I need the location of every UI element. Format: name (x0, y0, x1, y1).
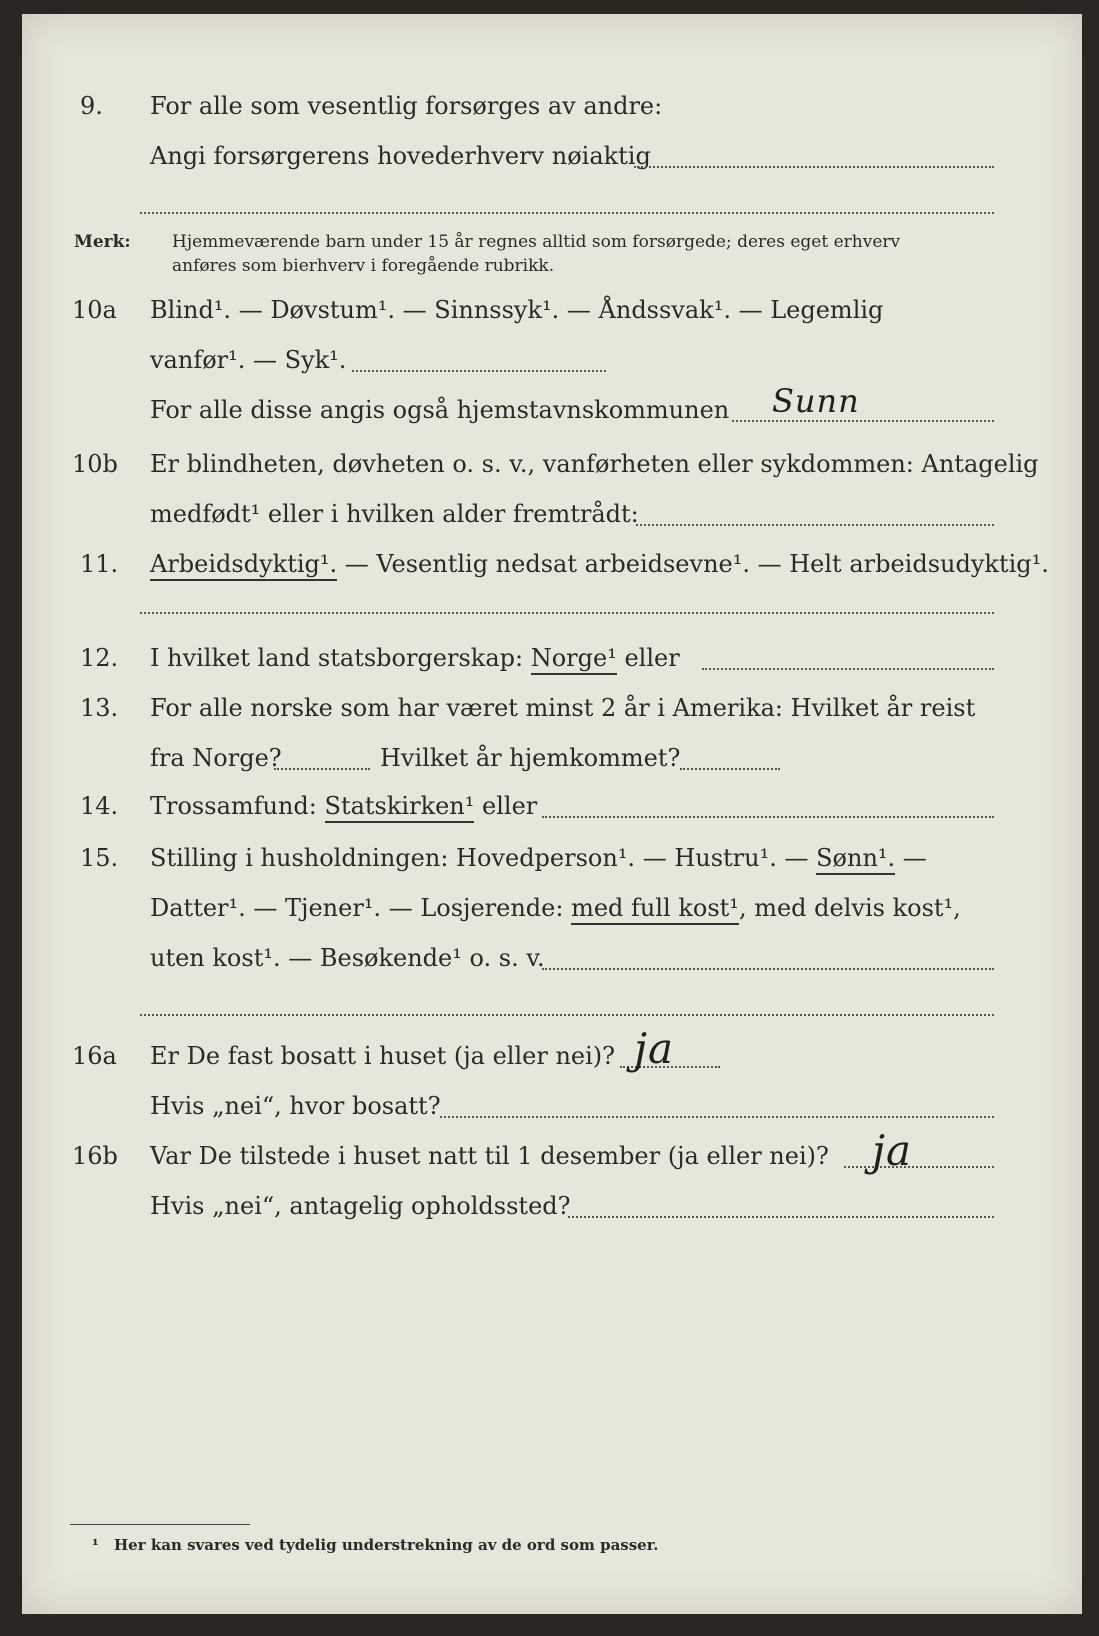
q15-line3: uten kost¹. — Besøkende¹ o. s. v. (150, 944, 545, 972)
footnote-mark: ¹ (92, 1536, 99, 1554)
q13-line1: For alle norske som har været minst 2 år i Amerika: Hvilket år reist (150, 694, 976, 722)
q12-post: eller (616, 644, 680, 672)
q14-post: eller (474, 792, 538, 820)
q12-pre: I hvilket land statsborgerskap: (150, 644, 531, 672)
q15-answer-line (542, 968, 994, 970)
q15-line2-post: , med delvis kost¹, (738, 894, 961, 922)
q12-answer-line (702, 668, 994, 670)
q16b-number: 16b (72, 1142, 118, 1170)
census-form-page (22, 14, 1082, 1614)
q10a-line3: For alle disse angis også hjemstavnskommunen (150, 396, 730, 424)
q11-rest: — Vesentlig nedsat arbeidsevne¹. — Helt arbeidsudyktig¹. (337, 550, 1049, 578)
q15-line1 (150, 844, 927, 872)
q15-line2-underlined: med full kost¹ (571, 894, 739, 925)
q14-number: 14. (80, 792, 119, 820)
q15-line1-underlined: Sønn¹. (816, 844, 895, 875)
merk-line1: Hjemmeværende barn under 15 år regnes alltid som forsørgede; deres eget erhverv (172, 232, 901, 252)
q10a-handwritten-answer: Sunn (772, 382, 860, 420)
q10a-answer-line (732, 420, 994, 422)
footnote-text: Her kan svares ved tydelig understrekning av de ord som passer. (114, 1536, 659, 1554)
q16b-line1: Var De tilstede i huset natt til 1 desember (ja eller nei)? (150, 1142, 829, 1170)
merk-line2: anføres som bierhverv i foregående rubrikk. (172, 256, 555, 276)
footnote-rule (70, 1524, 250, 1525)
q9-line1: For alle som vesentlig forsørges av andre: (150, 92, 663, 120)
q10a-syk-line (352, 370, 606, 372)
q9-answer-line (634, 166, 994, 168)
q13-number: 13. (80, 694, 119, 722)
q14-underlined-answer: Statskirken¹ (325, 792, 475, 823)
q13-year-left-line (274, 768, 370, 770)
q13-year-returned-line (680, 768, 780, 770)
q10b-line2: medfødt¹ eller i hvilken alder fremtrådt: (150, 500, 639, 528)
q9-number: 9. (80, 92, 103, 120)
q10a-number: 10a (72, 296, 117, 324)
q12-number: 12. (80, 644, 119, 672)
q10b-number: 10b (72, 450, 118, 478)
q14-answer-line (542, 816, 994, 818)
q10b-answer-line (636, 524, 994, 526)
q16b-answer-line (844, 1166, 994, 1168)
q11-number: 11. (80, 550, 119, 578)
q16a-line2: Hvis „nei“, hvor bosatt? (150, 1092, 441, 1120)
q13-line2a: fra Norge? (150, 744, 282, 772)
q14-line (150, 792, 537, 820)
q15-line1-pre: Stilling i husholdningen: Hovedperson¹. — Hustru¹. — (150, 844, 817, 872)
q16a-number: 16a (72, 1042, 117, 1070)
q16a-where-line (440, 1116, 994, 1118)
q9-answer-line-2 (140, 212, 994, 214)
q10b-line1: Er blindheten, døvheten o. s. v., vanførheten eller sykdommen: Antagelig (150, 450, 1039, 478)
q11-underlined-answer: Arbeidsdyktig¹. (150, 550, 337, 581)
form-sheet (22, 14, 1082, 1614)
q13-line2b: Hvilket år hjemkommet? (380, 744, 681, 772)
q15-line1-post: — (895, 844, 927, 872)
q16b-handwritten-answer: ja (872, 1126, 913, 1175)
q12-underlined-answer: Norge¹ (531, 644, 617, 675)
q10a-line2: vanfør¹. — Syk¹. (150, 346, 347, 374)
q15-answer-line-2 (140, 1014, 994, 1016)
q15-line2-pre: Datter¹. — Tjener¹. — Losjerende: (150, 894, 572, 922)
q15-number: 15. (80, 844, 119, 872)
q16b-where-line (568, 1216, 994, 1218)
q10a-line1: Blind¹. — Døvstum¹. — Sinnssyk¹. — Åndssvak¹. — Legemlig (150, 296, 884, 324)
q16a-line1: Er De fast bosatt i huset (ja eller nei)? (150, 1042, 616, 1070)
q11-answer-line (140, 612, 994, 614)
q11-line (150, 550, 1049, 578)
q14-pre: Trossamfund: (150, 792, 325, 820)
q12-line (150, 644, 680, 672)
q16a-handwritten-answer: ja (634, 1024, 675, 1073)
merk-label: Merk: (74, 232, 131, 252)
q15-line2 (150, 894, 961, 922)
q16b-line2: Hvis „nei“, antagelig opholdssted? (150, 1192, 571, 1220)
q9-line2: Angi forsørgerens hovederhverv nøiaktig (150, 142, 651, 170)
